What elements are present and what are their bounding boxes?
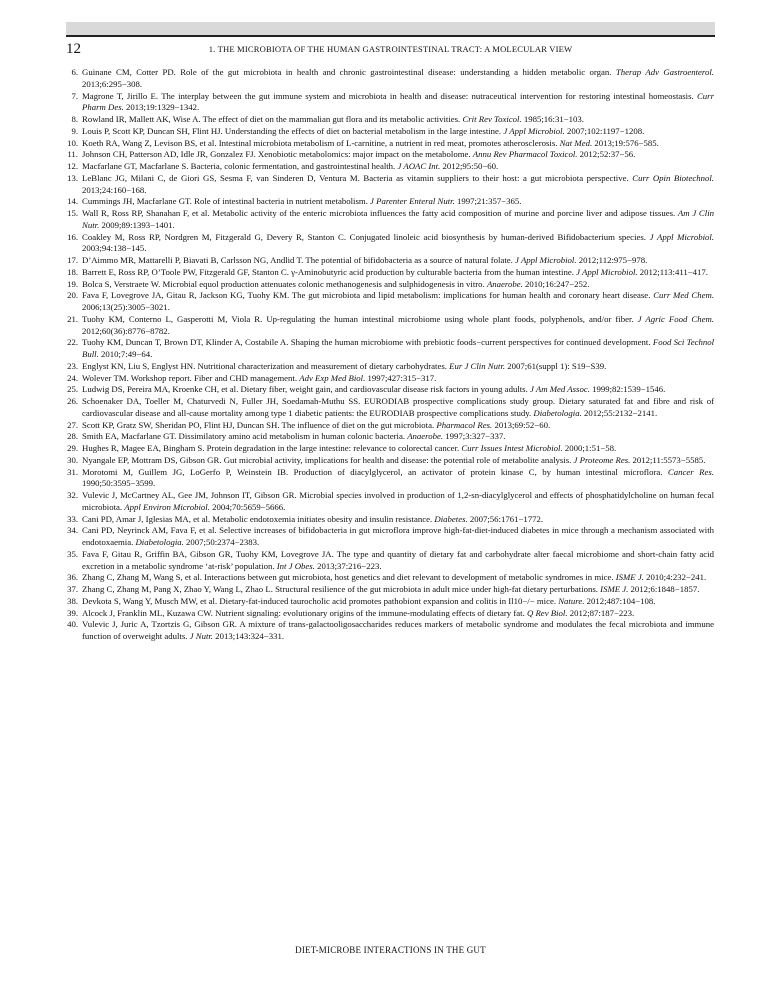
- reference-text: Ludwig DS, Pereira MA, Kroenke CH, et al. Dietary fiber, weight gain, and cardiovascular disease risk factors in young adults.: [82, 384, 528, 395]
- reference-journal: J Proteome Res.: [573, 454, 631, 465]
- reference-number: 40.: [67, 619, 78, 630]
- reference-citation: 2012;6:1848−1857.: [628, 584, 700, 594]
- reference-text: Smith EA, Macfarlane GT. Dissimilatory amino acid metabolism in human colonic bacteria.: [82, 431, 406, 442]
- header-gray-bar: [66, 22, 715, 35]
- reference-journal: Crit Rev Toxicol.: [462, 114, 522, 124]
- reference-number: 37.: [67, 584, 78, 594]
- reference-number: 34.: [67, 525, 78, 536]
- reference-citation: 2013;6:295−308.: [82, 78, 143, 89]
- running-foot: DIET-MICROBE INTERACTIONS IN THE GUT: [295, 945, 486, 955]
- reference-item: [66, 91, 714, 115]
- reference-item: [66, 396, 714, 420]
- reference-text: Scott KP, Gratz SW, Sheridan PO, Flint HJ, Duncan SH. The influence of diet on the gut microbiota.: [82, 419, 435, 430]
- reference-text: Bolca S, Verstraete W. Microbial equol production attenuates colonic methanogenesis and sulphidogenesis in vitro.: [82, 278, 485, 289]
- reference-journal: Diabetologia.: [533, 407, 582, 418]
- reference-text: Vulevic J, McCartney AL, Gee JM, Johnson IT, Gibson GR. Microbial species involved in production of 1,2-sn-diacylglycerol and effects of phosphatidylcholine on human fecal microbiota.: [82, 490, 714, 512]
- reference-item: [66, 443, 714, 455]
- reference-text: Macfarlane GT, Macfarlane S. Bacteria, colonic fermentation, and gastrointestinal health.: [82, 161, 396, 171]
- reference-number: 27.: [67, 419, 78, 430]
- reference-text: Cummings JH, Macfarlane GT. Role of intestinal bacteria in nutrient metabolism.: [82, 196, 368, 207]
- reference-item: [66, 208, 714, 232]
- reference-number: 38.: [67, 595, 78, 606]
- reference-journal: Cancer Res.: [667, 466, 714, 477]
- reference-text: Magrone T, Jirillo E. The interplay between the gut immune system and microbiota in health and disease: nutraceutical intervention for restoring intestinal homeostasis.: [82, 90, 694, 101]
- reference-item: [66, 173, 714, 197]
- reference-item: [66, 337, 714, 361]
- reference-citation: 2010;16:247−252.: [522, 278, 590, 289]
- reference-journal: Nature.: [558, 595, 585, 606]
- reference-citation: 2012;55:2132−2141.: [581, 407, 658, 418]
- reference-number: 30.: [67, 454, 78, 465]
- reference-item: [66, 290, 714, 314]
- reference-journal: J AOAC Int.: [397, 161, 441, 171]
- reference-number: 11.: [67, 149, 78, 160]
- reference-text: D’Aimmo MR, Mattarelli P, Biavati B, Carlsson NG, Andlid T. The potential of bifidobacteria as a source of natural folate.: [82, 255, 513, 265]
- reference-item: [66, 467, 714, 491]
- reference-number: 10.: [67, 137, 78, 148]
- reference-text: Fava F, Lovegrove JA, Gitau R, Jackson KG, Tuohy KM. The gut microbiota and lipid metabolism: implications for human health and coronary heart disease.: [82, 290, 651, 301]
- reference-number: 32.: [67, 490, 78, 500]
- reference-number: 8.: [71, 114, 78, 124]
- reference-item: [66, 596, 714, 608]
- reference-number: 26.: [67, 396, 78, 406]
- reference-journal: Q Rev Biol.: [526, 607, 568, 618]
- reference-text: Vulevic J, Juric A, Tzortzis G, Gibson GR. A mixture of trans-galactooligosaccharides reduces markers of metabolic syndrome and modulates the fecal microbiota and immune function of overweight adults.: [82, 619, 714, 641]
- reference-journal: Appl Environ Microbiol.: [124, 501, 210, 512]
- reference-journal: Annu Rev Pharmacol Toxicol.: [472, 149, 578, 160]
- reference-citation: 1997;427:315−317.: [365, 372, 437, 383]
- reference-item: [66, 255, 714, 267]
- reference-citation: 2013;19:1329−1342.: [123, 102, 200, 113]
- reference-text: Zhang C, Zhang M, Pang X, Zhao Y, Wang L, Zhao L. Structural resilience of the gut microbiota in adult mice under high-fat dietary perturbations.: [82, 584, 598, 594]
- reference-journal: J Nutr.: [189, 631, 213, 641]
- reference-text: Cani PD, Amar J, Iglesias MA, et al. Metabolic endotoxemia initiates obesity and insulin resistance.: [82, 513, 433, 524]
- reference-journal: Anaerobe.: [486, 278, 523, 289]
- reference-journal: J Appl Microbiol.: [649, 231, 714, 242]
- reference-citation: 2007;56:1761−1772.: [467, 513, 544, 524]
- reference-journal: Eur J Clin Nutr.: [449, 360, 506, 371]
- reference-number: 36.: [67, 572, 78, 583]
- reference-journal: ISME J.: [600, 584, 629, 594]
- reference-text: Hughes R, Magee EA, Bingham S. Protein degradation in the large intestine: relevance to colorectal cancer.: [82, 443, 460, 453]
- reference-number: 17.: [67, 255, 78, 265]
- reference-number: 14.: [67, 196, 78, 207]
- reference-text: Johnson CH, Patterson AD, Idle JR, Gonzalez FJ. Xenobiotic metabolomics: major impact on the metabolome.: [82, 149, 471, 160]
- reference-citation: 2012;11:5573−5585.: [630, 454, 706, 465]
- reference-text: Louis P, Scott KP, Duncan SH, Flint HJ. Understanding the effects of diet on bacterial metabolism in the large intestine.: [82, 125, 502, 136]
- header-rule: [66, 35, 715, 37]
- reference-journal: Food Sci Technol Bull.: [82, 337, 715, 359]
- reference-text: Alcock J, Franklin ML, Kuzawa CW. Nutrient signaling: evolutionary origins of the immune-modulating effects of dietary fat.: [82, 607, 525, 618]
- reference-item: [66, 267, 714, 279]
- reference-text: Tuohy KM, Conterno L, Gasperotti M, Viola R. Up-regulating the human intestinal microbiome using whole plant foods, polyphenols, and/or fiber.: [82, 313, 634, 324]
- reference-journal: J Appl Microbiol.: [503, 125, 565, 136]
- reference-journal: J Parenter Enteral Nutr.: [370, 196, 455, 207]
- reference-journal: J Agric Food Chem.: [637, 313, 714, 324]
- reference-journal: Curr Issues Intest Microbiol.: [461, 443, 563, 453]
- reference-number: 31.: [67, 466, 78, 477]
- reference-number: 12.: [67, 161, 78, 171]
- reference-text: Devkota S, Wang Y, Musch MW, et al. Dietary-fat-induced taurocholic acid promotes pathobiont expansion and colitis in Il10−/− mice.: [82, 595, 557, 606]
- reference-text: LeBlanc JG, Milani C, de Giori GS, Sesma F, van Sinderen D, Ventura M. Bacteria as vitamin suppliers to their host: a gut microbiota perspective.: [82, 172, 629, 183]
- reference-item: [66, 279, 714, 291]
- reference-journal: Diabetologia.: [135, 537, 184, 547]
- reference-journal: Diabetes.: [434, 513, 468, 524]
- reference-text: Barrett E, Ross RP, O’Toole PW, Fitzgerald GF, Stanton C. γ-Aminobutyric acid production by culturable bacteria from the human intestine.: [82, 266, 574, 277]
- reference-journal: ISME J.: [615, 572, 644, 583]
- reference-item: [66, 232, 714, 256]
- reference-number: 29.: [67, 443, 78, 453]
- reference-text: Wolever TM. Workshop report. Fiber and CHD management.: [82, 372, 298, 383]
- page-number: 12: [66, 41, 81, 57]
- reference-citation: 1990;50:3595−3599.: [82, 478, 156, 489]
- reference-item: [66, 138, 714, 150]
- reference-citation: 2013;24:160−168.: [82, 184, 147, 195]
- reference-item: [66, 126, 714, 138]
- reference-number: 13.: [67, 172, 78, 183]
- reference-item: [66, 490, 714, 514]
- reference-journal: J Am Med Assoc.: [529, 384, 590, 395]
- reference-citation: 2013;37:216−223.: [314, 560, 382, 571]
- reference-item: [66, 608, 714, 620]
- reference-number: 28.: [67, 431, 78, 442]
- reference-text: Coakley M, Ross RP, Nordgren M, Fitzgerald G, Devery R, Stanton C. Conjugated linoleic acid biosynthesis by human-derived Bifidobacterium species.: [82, 231, 646, 242]
- reference-citation: 2010;7:49−64.: [98, 349, 153, 359]
- reference-text: Wall R, Ross RP, Shanahan F, et al. Metabolic activity of the enteric microbiota influences the fatty acid composition of murine and porcine liver and adipose tissues.: [82, 208, 676, 218]
- reference-number: 35.: [67, 548, 78, 559]
- reference-number: 19.: [67, 278, 78, 289]
- reference-number: 23.: [67, 360, 78, 371]
- reference-text: Fava F, Gitau R, Griffin BA, Gibson GR, Tuohy KM, Lovegrove JA. The type and quantity of dietary fat and carbohydrate alter faecal microbiome and short-chain fatty acid excretion in a metabolic syndrome ‘at-risk’ population.: [82, 548, 714, 571]
- reference-number: 22.: [67, 337, 78, 348]
- reference-item: [66, 514, 714, 526]
- reference-journal: Pharmacol Res.: [436, 419, 493, 430]
- reference-number: 25.: [67, 384, 78, 395]
- reference-item: [66, 384, 714, 396]
- reference-item: [66, 196, 714, 208]
- reference-item: [66, 572, 714, 584]
- reference-citation: 2013;19:576−585.: [592, 137, 659, 148]
- reference-text: Morotomi M, Guillem JG, LoGerfo P, Weinstein IB. Production of diacylglycerol, an activator of protein kinase C, by human intestinal microflora.: [82, 466, 663, 477]
- reference-citation: 2004;70:5659−5666.: [209, 501, 286, 512]
- reference-text: Guinane CM, Cotter PD. Role of the gut microbiota in health and chronic gastrointestinal disease: understanding a hidden metabolic organ.: [82, 67, 612, 77]
- reference-citation: 2013;143:324−331.: [213, 631, 285, 641]
- reference-text: Rowland IR, Mallett AK, Wise A. The effect of diet on the mammalian gut flora and its metabolic activities.: [82, 114, 461, 124]
- reference-citation: 2003;94:138−145.: [82, 243, 147, 254]
- reference-text: Cani PD, Neyrinck AM, Fava F, et al. Selective increases of bifidobacteria in gut microflora improve high-fat-diet-induced diabetes in mice through a mechanism associated with endotoxaemia.: [82, 525, 714, 547]
- running-head: 1. THE MICROBIOTA OF THE HUMAN GASTROINTESTINAL TRACT: A MOLECULAR VIEW: [208, 44, 573, 54]
- reference-item: [66, 584, 714, 596]
- reference-journal: Anaerobe.: [407, 431, 444, 442]
- reference-item: [66, 314, 714, 338]
- reference-number: 7.: [71, 90, 78, 101]
- reference-citation: 2006;13(25):3005−3021.: [82, 302, 170, 312]
- reference-text: Nyangale EP, Mottram DS, Gibson GR. Gut microbial activity, implications for health and disease: the potential role of metabolite analysis.: [82, 454, 572, 465]
- reference-citation: 2007;102:1197−1208.: [564, 125, 645, 136]
- reference-journal: Therap Adv Gastroenterol.: [615, 67, 714, 77]
- reference-number: 20.: [67, 290, 78, 301]
- reference-citation: 2012;95:50−60.: [440, 161, 499, 171]
- reference-item: [66, 149, 714, 161]
- reference-text: Tuohy KM, Duncan T, Brown DT, Klinder A, Costabile A. Shaping the human microbiome with prebiotic foods−current perspectives for continued development.: [82, 337, 651, 348]
- reference-citation: 2012;60(36):8776−8782.: [82, 325, 170, 336]
- reference-number: 18.: [67, 266, 78, 277]
- reference-journal: Adv Exp Med Biol.: [299, 372, 366, 383]
- reference-item: [66, 420, 714, 432]
- reference-journal: Curr Med Chem.: [653, 290, 715, 301]
- reference-journal: Curr Opin Biotechnol.: [632, 172, 714, 183]
- reference-item: [66, 373, 714, 385]
- reference-citation: 1999;82:1539−1546.: [589, 384, 666, 395]
- reference-citation: 2010;4:232−241.: [643, 572, 707, 583]
- reference-journal: Nat Med.: [559, 137, 593, 148]
- reference-number: 9.: [71, 125, 78, 136]
- reference-citation: 2012;487:104−108.: [584, 595, 656, 606]
- reference-number: 16.: [67, 231, 78, 242]
- reference-citation: 2007;50:2374−2383.: [183, 537, 260, 547]
- reference-item: [66, 161, 714, 173]
- reference-number: 6.: [71, 67, 78, 77]
- reference-citation: 1997;21:357−365.: [454, 196, 522, 207]
- reference-citation: 1985;16:31−103.: [521, 114, 584, 124]
- reference-citation: 2007;61(suppl 1): S19−S39.: [505, 360, 607, 371]
- reference-journal: Am J Clin Nutr.: [82, 208, 714, 230]
- reference-citation: 1997;3:327−337.: [443, 431, 506, 442]
- reference-text: Englyst KN, Liu S, Englyst HN. Nutritional characterization and measurement of dietary carbohydrates.: [82, 360, 447, 371]
- reference-citation: 2012;87:187−223.: [567, 607, 635, 618]
- reference-list: [66, 67, 714, 643]
- reference-item: [66, 67, 714, 91]
- reference-citation: 2012;52:37−56.: [577, 149, 636, 160]
- reference-number: 21.: [67, 313, 78, 324]
- reference-journal: J Appl Microbiol.: [576, 266, 638, 277]
- reference-citation: 2009;89:1393−1401.: [99, 219, 175, 230]
- reference-text: Zhang C, Zhang M, Wang S, et al. Interactions between gut microbiota, host genetics and diet relevant to development of metabolic syndromes in mice.: [82, 572, 614, 583]
- reference-citation: 2013;69:52−60.: [492, 419, 551, 430]
- reference-item: [66, 549, 714, 573]
- reference-number: 39.: [67, 607, 78, 618]
- reference-item: [66, 431, 714, 443]
- reference-number: 33.: [67, 513, 78, 524]
- reference-item: [66, 455, 714, 467]
- reference-number: 15.: [67, 208, 78, 218]
- reference-number: 24.: [67, 372, 78, 383]
- reference-item: [66, 114, 714, 126]
- reference-journal: Int J Obes.: [276, 560, 315, 571]
- reference-item: [66, 361, 714, 373]
- reference-citation: 2012;113:411−417.: [637, 266, 708, 277]
- reference-journal: J Appl Microbiol.: [515, 255, 577, 265]
- reference-text: Koeth RA, Wang Z, Levison BS, et al. Intestinal microbiota metabolism of L-carnitine, a nutrient in red meat, promotes atherosclerosis.: [82, 137, 558, 148]
- reference-citation: 2000;1:51−58.: [562, 443, 617, 453]
- reference-citation: 2012;112:975−978.: [576, 255, 648, 265]
- reference-journal: Curr Pharm Des.: [82, 90, 714, 113]
- reference-text: Schoenaker DA, Toeller M, Chaturvedi N, Fuller JH, Soedamah-Muthu SS. EURODIAB prospective complications study group. Dietary saturated fat and fibre and risk of cardiovascular disease and all-cause mortality among type 1 diabetic patients: the EURODIAB prospective complications study.: [82, 396, 714, 418]
- reference-item: [66, 619, 714, 643]
- reference-item: [66, 525, 714, 549]
